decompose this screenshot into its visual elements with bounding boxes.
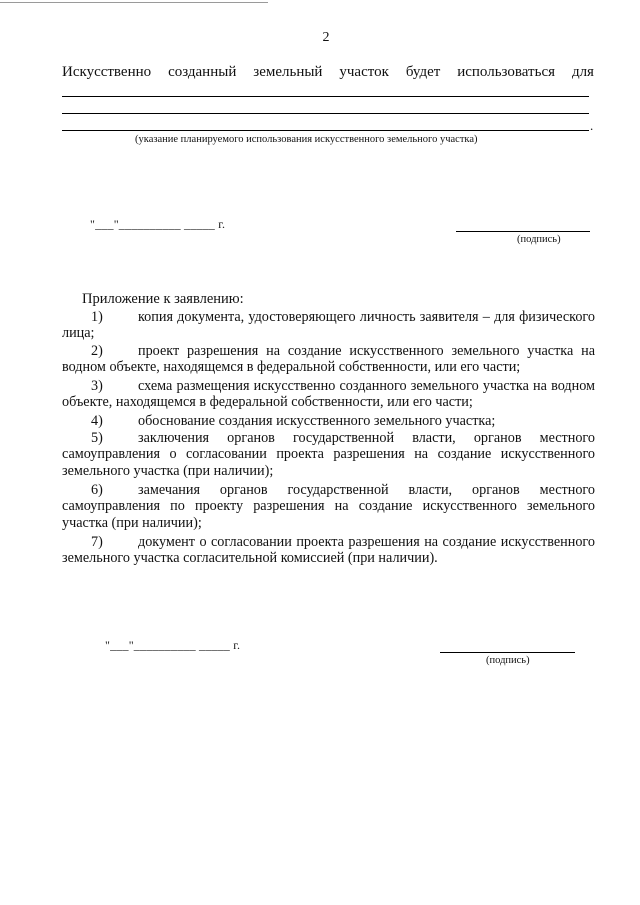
fill-in-period: . xyxy=(590,118,594,133)
date-field[interactable]: "___"__________ _____ г. xyxy=(105,638,241,652)
fill-in-line-3[interactable] xyxy=(62,130,589,131)
attachment-item-4: 4) обоснование создания искусственного земельного участка; xyxy=(91,413,496,429)
attachment-item-6: 6) замечания органов государственной власти, органов местного самоуправления по проекту разрешения на создание искусственного земельного участка (при наличии); xyxy=(62,482,595,531)
intro-word: участок xyxy=(339,64,389,80)
attachment-item-7: 7) документ о согласовании проекта разрешения на создание искусственного земельного участка согласительной комиссией (при наличии). xyxy=(62,534,595,567)
intro-word: использоваться xyxy=(457,64,556,80)
signature-line[interactable] xyxy=(456,231,590,232)
signature-label: (подпись) xyxy=(486,655,530,666)
fill-in-caption: (указание планируемого использования искусственного земельного участка) xyxy=(135,134,478,145)
intended-use-statement xyxy=(62,64,594,81)
intro-word: Искусственно xyxy=(62,64,152,80)
fill-in-line-2[interactable] xyxy=(62,113,589,114)
attachment-item-5: 5) заключения органов государственной власти, органов местного самоуправления о согласовании проекта разрешения на создание искусственного земельного участка (при наличии); xyxy=(62,430,595,479)
date-field[interactable]: "___"__________ _____ г. xyxy=(90,217,226,231)
attachment-item-2: 2) проект разрешения на создание искусственного земельного участка на водном объекте, находящемся в федеральной собственности, или его части; xyxy=(62,343,595,376)
intro-word: созданный xyxy=(168,64,237,80)
intro-word: будет xyxy=(405,64,441,80)
attachments-title: Приложение к заявлению: xyxy=(82,291,244,307)
attachment-item-3: 3) схема размещения искусственно созданного земельного участка на водном объекте, находящемся в федеральной собственности, или его части; xyxy=(62,378,595,411)
fill-in-line-1[interactable] xyxy=(62,96,589,97)
intro-word: для xyxy=(571,64,594,80)
signature-line[interactable] xyxy=(440,652,575,653)
signature-label: (подпись) xyxy=(517,234,561,245)
scan-edge-line xyxy=(0,2,268,3)
intro-word: земельный xyxy=(253,64,323,80)
attachment-item-1: 1) копия документа, удостоверяющего личность заявителя – для физического лица; xyxy=(62,309,595,342)
page-number: 2 xyxy=(322,30,330,45)
